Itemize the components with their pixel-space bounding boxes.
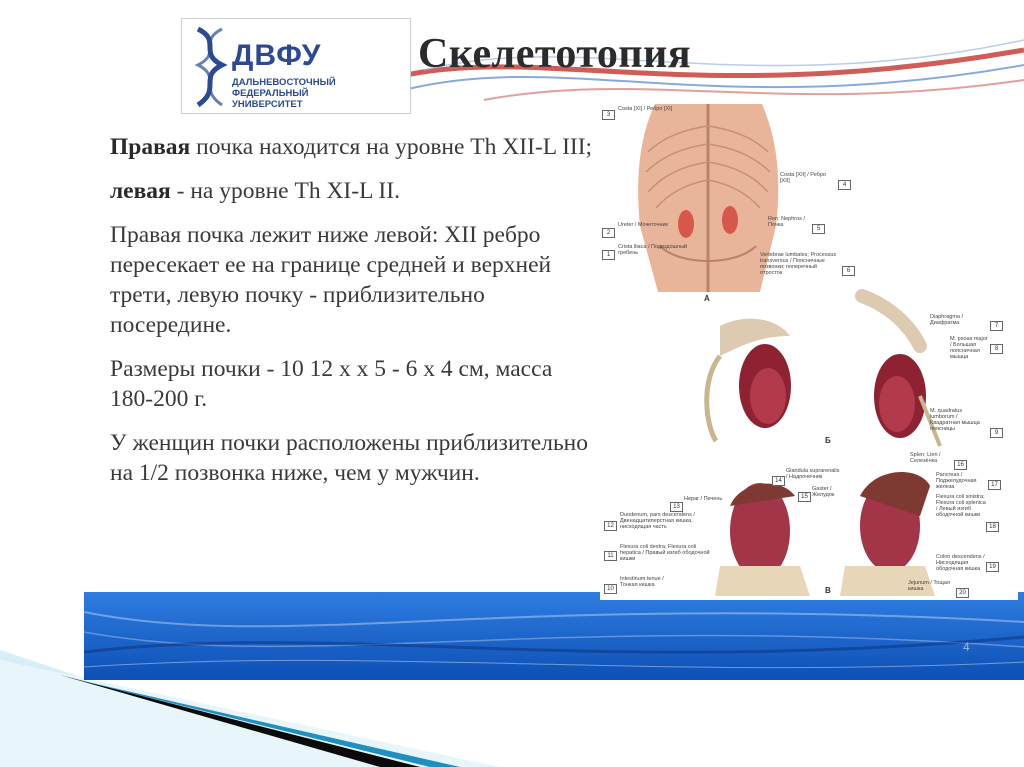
figure-callout-number: 2 <box>602 228 615 238</box>
figure-callout-label: Diaphragma / Диафрагма <box>930 314 964 326</box>
figure-callout-label: Duodenum, pars descendens / Двенадцатиперстная кишка, нисходящая часть <box>620 512 695 530</box>
kidney-skeletotopy-figure <box>600 96 1018 600</box>
paragraph-3: Правая почка лежит ниже левой: XII ребро пересекает ее на границе средней и верхней трети, левую почку - приблизительно посередине. <box>110 222 552 338</box>
figure-callout-number: 5 <box>812 224 825 234</box>
paragraph-5: У женщин почки расположены приблизительно на 1/2 позвонка ниже, чем у мужчин. <box>110 430 588 486</box>
bold-right: Правая <box>110 134 191 160</box>
panel-label-a: А <box>704 294 710 303</box>
figure-callout-number: 6 <box>842 266 855 276</box>
bold-left: левая <box>110 178 171 204</box>
figure-callout-label: Gaster / Желудок <box>812 486 835 498</box>
figure-callout-label: Ureter / Мочеточник <box>618 222 668 228</box>
figure-callout-number: 3 <box>602 110 615 120</box>
figure-callout-label: Colon descendens / Нисходящая ободочная кишка <box>936 554 985 572</box>
body-text <box>110 132 595 502</box>
figure-callout-label: Costa [XII] / Ребро [XII] <box>780 172 826 184</box>
figure-callout-number: 8 <box>990 344 1003 354</box>
figure-callout-label: Ren; Nephros / Почка <box>768 216 805 228</box>
logo-title: ДВФУ <box>232 39 322 72</box>
figure-callout-label: Crista iliaca / Подвздошный гребень <box>618 244 688 256</box>
page-number: 4 <box>963 640 970 654</box>
figure-callout-label: Pancreas / Поджелудочная железа <box>936 472 977 490</box>
logo-line-1: ДАЛЬНЕВОСТОЧНЫЙ <box>232 77 336 88</box>
figure-callout-number: 18 <box>986 522 999 532</box>
dvfu-logo <box>181 18 411 114</box>
figure-callout-label: M. quadratus lumborum / Квадратная мышца поясницы <box>930 408 980 432</box>
figure-callout-label: Costa [XI] / Ребро [XI] <box>618 106 673 112</box>
figure-callout-label: Flexura coli sinistra; Flexura coli splenica / Левый изгиб ободочной кишки <box>936 494 986 518</box>
paragraph-1 <box>110 132 595 162</box>
paragraph-4: Размеры почки - 10 12 х х 5 - 6 х 4 см, масса 180-200 г. <box>110 356 553 412</box>
p2-text: - на уровне Th XI-L II. <box>170 178 400 204</box>
figure-callout-label: Flexura coli dextra; Flexura coli hepatica / Правый изгиб ободочной кишки <box>620 544 710 562</box>
figure-callout-number: 10 <box>604 584 617 594</box>
figure-callout-number: 16 <box>954 460 967 470</box>
logo-line-2: ФЕДЕРАЛЬНЫЙ <box>232 88 309 99</box>
figure-callout-number: 20 <box>956 588 969 598</box>
figure-callout-label: Jejunum / Тощая кишка <box>908 580 950 592</box>
figure-callout-number: 1 <box>602 250 615 260</box>
logo-line-3: УНИВЕРСИТЕТ <box>232 99 303 110</box>
figure-callout-number: 12 <box>604 521 617 531</box>
figure-callout-number: 17 <box>988 480 1001 490</box>
p1-text: почка находится на уровне Th XII-L III; <box>190 134 593 160</box>
panel-label-b: Б <box>825 436 831 445</box>
figure-callout-number: 13 <box>670 502 683 512</box>
figure-callout-label: Hepar / Печень <box>684 496 723 502</box>
bottom-wave-band <box>84 592 1024 680</box>
figure-callout-label: M. psoas major / Большая поясничная мышца <box>950 336 988 360</box>
figure-callout-number: 4 <box>838 180 851 190</box>
figure-callout-label: Intestinum tenue / Тонкая кишка <box>620 576 664 588</box>
figure-callout-number: 19 <box>986 562 999 572</box>
slide-title: Скелетотопия <box>418 31 692 77</box>
figure-callout-number: 14 <box>772 476 785 486</box>
figure-callout-label: Splen; Lien / Селезёнка <box>910 452 941 464</box>
paragraph-2 <box>110 176 595 206</box>
figure-callout-number: 7 <box>990 321 1003 331</box>
figure-callout-number: 15 <box>798 492 811 502</box>
logo-subtitle <box>232 77 336 110</box>
figure-callout-number: 9 <box>990 428 1003 438</box>
figure-callout-label: Glandula suprarenalis / Надпочечник <box>786 468 840 480</box>
panel-label-c: В <box>825 586 831 595</box>
figure-callout-number: 11 <box>604 551 617 561</box>
figure-callout-label: Vertebrae lumbales; Processus transversus / Поясничные позвонки; поперечный отросток <box>760 252 837 276</box>
dna-helix-icon <box>190 25 230 109</box>
